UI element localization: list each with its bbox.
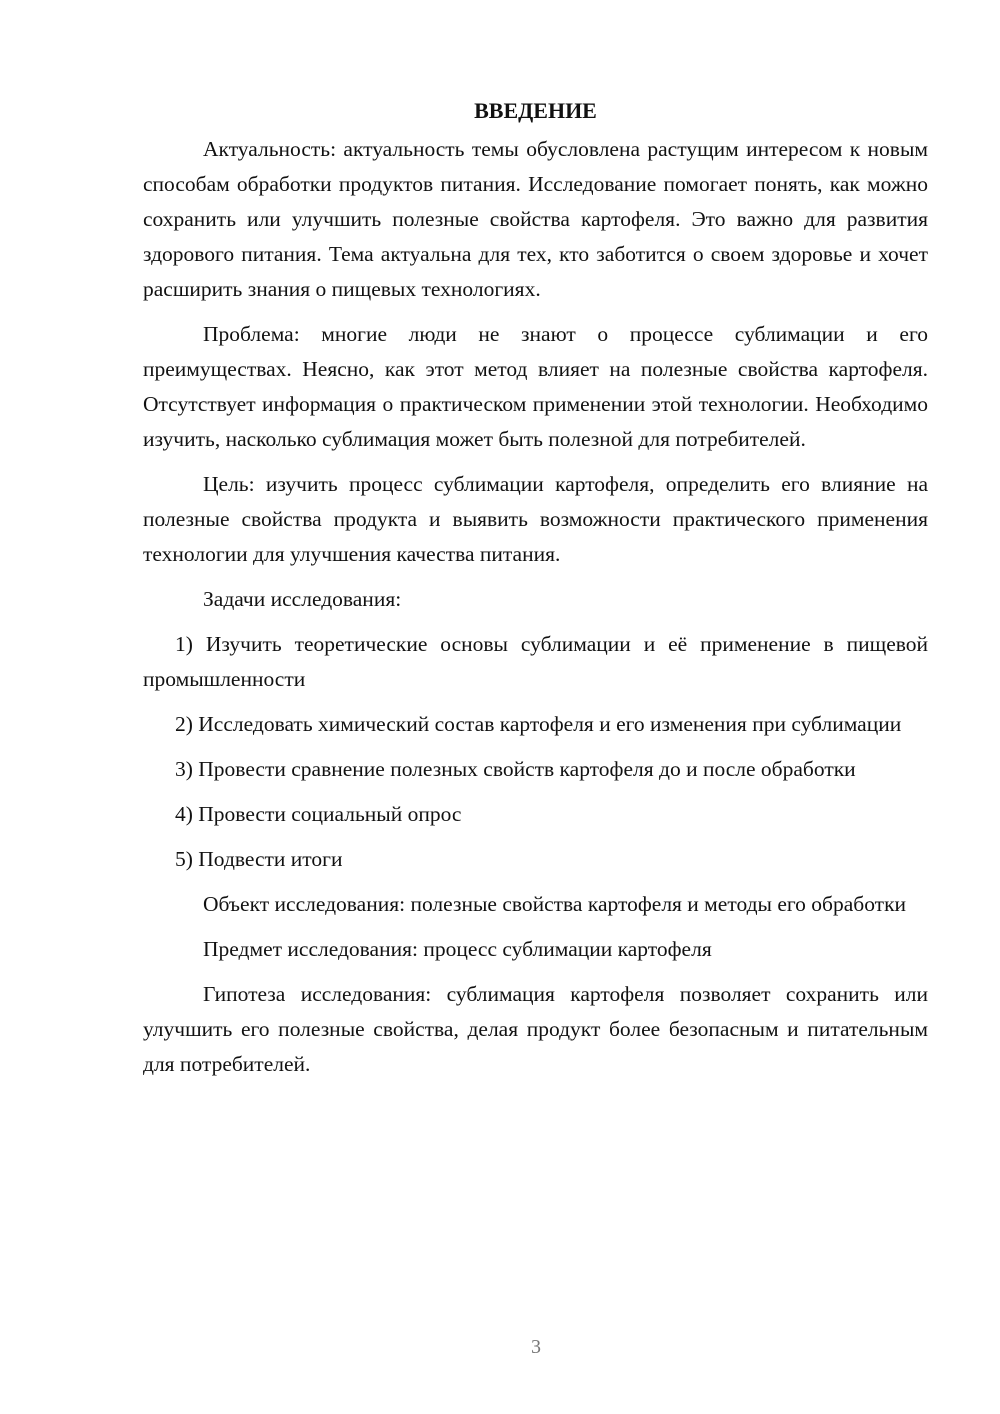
tasks-intro: Задачи исследования: [203,587,402,611]
task-item-1: 1) Изучить теоретические основы сублимации и её применение в пищевой промышленности [143,632,928,691]
task-item-3: 3) Провести сравнение полезных свойств картофеля до и после обработки [175,757,856,781]
subject-paragraph: Предмет исследования: процесс сублимации картофеля [203,937,712,961]
section-heading: ВВЕДЕНИЕ [474,98,597,123]
goal-paragraph: Цель: изучить процесс сублимации картофеля, определить его влияние на полезные свойства продукта и выявить возможности практического применения технологии для улучшения качества питания. [143,472,928,566]
task-item-5: 5) Подвести итоги [175,847,343,871]
hypothesis-paragraph: Гипотеза исследования: сублимация картофеля позволяет сохранить или улучшить его полезные свойства, делая продукт более безопасным и питательным для потребителей. [143,982,928,1076]
tasks-list [143,627,928,877]
relevance-paragraph: Актуальность: актуальность темы обусловлена растущим интересом к новым способам обработки продуктов питания. Исследование помогает понять, как можно сохранить или улучшить полезные свойства картофеля. Это важно для развития здорового питания. Тема актуальна для тех, кто заботится о своем здоровье и хочет расширить знания о пищевых технологиях. [143,137,928,301]
task-item-4: 4) Провести социальный опрос [175,802,462,826]
problem-paragraph: Проблема: многие люди не знают о процессе сублимации и его преимуществах. Неясно, как этот метод влияет на полезные свойства картофеля. Отсутствует информация о практическом применении этой технологии. Необходимо изучить, насколько сублимация может быть полезной для потребителей. [143,322,928,451]
object-paragraph: Объект исследования: полезные свойства картофеля и методы его обработки [203,892,907,916]
task-item-2: 2) Исследовать химический состав картофеля и его изменения при сублимации [175,712,902,736]
page-number: 3 [531,1336,541,1358]
page-content [143,93,928,1092]
